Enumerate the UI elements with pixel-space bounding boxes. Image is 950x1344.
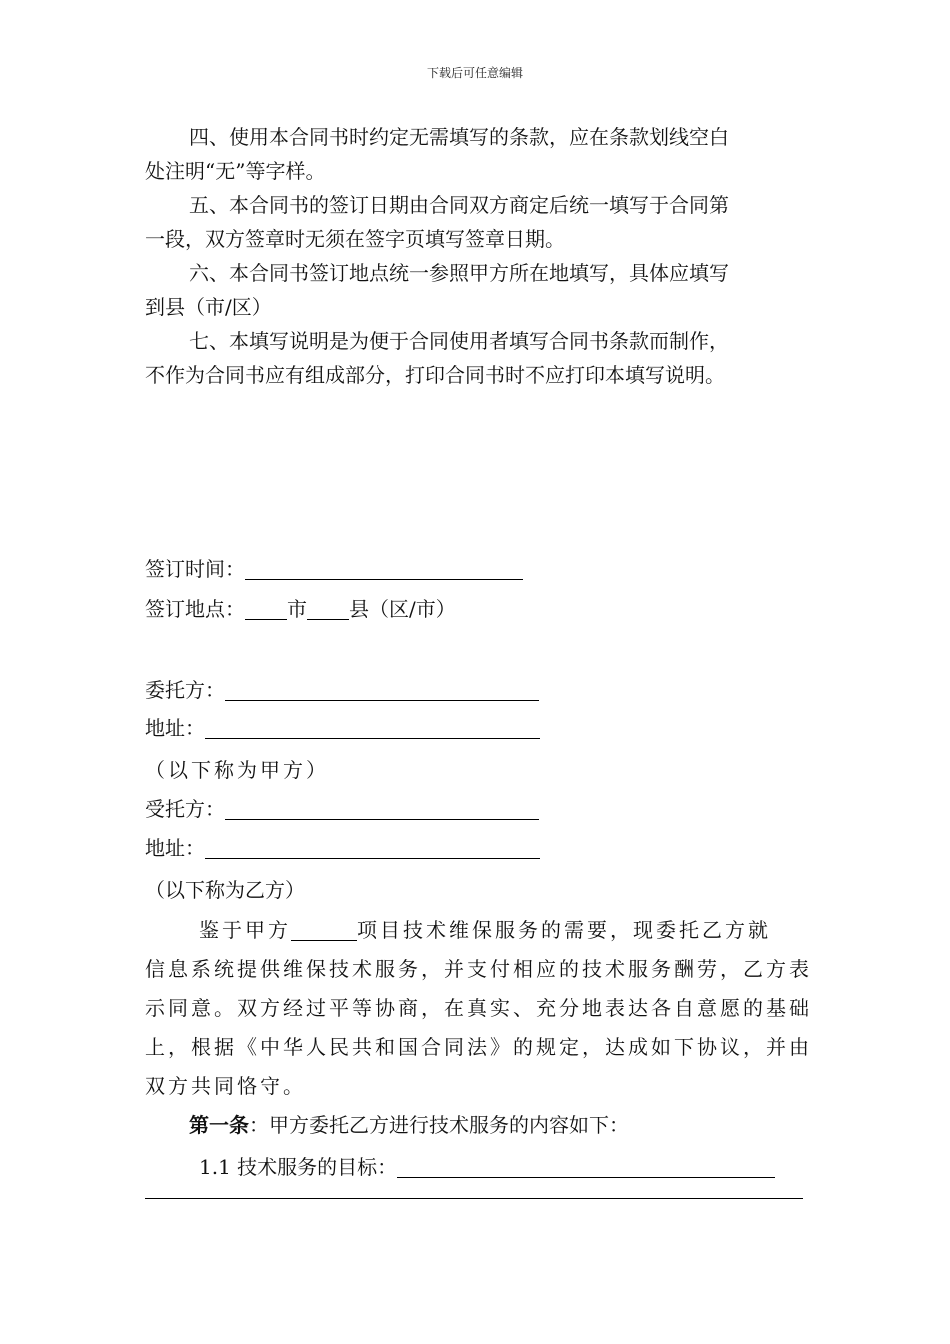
signing-county-field[interactable] [307, 599, 349, 620]
party-a-note: （以下称为甲方） [145, 758, 329, 782]
instruction-4-line-1: 四、使用本合同书时约定无需填写的条款，应在条款划线空白 [189, 125, 729, 149]
party-a-address-field[interactable] [205, 718, 540, 739]
instruction-6-line-2: 到县（市/区） [145, 295, 272, 319]
signing-time-field[interactable] [245, 559, 523, 580]
instruction-4-line-2: 处注明“无”等字样。 [145, 159, 326, 183]
party-a-row [145, 677, 539, 703]
preamble-line-5: 双方共同恪守。 [145, 1074, 306, 1098]
instruction-7-line-1: 七、本填写说明是为便于合同使用者填写合同书条款而制作， [189, 329, 729, 353]
signing-time-label: 签订时间： [145, 557, 245, 581]
article-1-title: 第一条 [189, 1113, 249, 1137]
instruction-5-line-2: 一段，双方签章时无须在签字页填写签章日期。 [145, 227, 565, 251]
signing-city-field[interactable] [245, 599, 287, 620]
instruction-5-line-1: 五、本合同书的签订日期由合同双方商定后统一填写于合同第 [189, 193, 729, 217]
signing-place-label: 签订地点： [145, 597, 245, 621]
party-b-address-field[interactable] [205, 838, 540, 859]
item-1-1-field[interactable] [397, 1157, 775, 1178]
party-b-field[interactable] [225, 799, 539, 820]
item-1-1-continuation-line[interactable] [145, 1198, 803, 1199]
instruction-6-line-1: 六、本合同书签订地点统一参照甲方所在地填写，具体应填写 [189, 261, 729, 285]
page-header: 下载后可任意编辑 [426, 66, 523, 80]
party-b-address-label: 地址： [145, 836, 205, 860]
item-1-1-row [199, 1154, 775, 1180]
signing-city-text: 市 [287, 597, 307, 621]
project-name-field[interactable] [291, 920, 357, 941]
party-a-address-label: 地址： [145, 716, 205, 740]
party-b-note: （以下称为乙方） [145, 878, 305, 902]
party-b-address-row [145, 835, 540, 861]
party-b-row [145, 796, 539, 822]
signing-place-row [145, 596, 456, 622]
preamble-line-1 [199, 917, 771, 943]
instruction-7-line-2: 不作为合同书应有组成部分，打印合同书时不应打印本填写说明。 [145, 363, 725, 387]
preamble-l1-b: 项目技术维保服务的需要，现委托乙方就 [357, 918, 771, 942]
preamble-line-4: 上，根据《中华人民共和国合同法》的规定，达成如下协议，并由 [145, 1035, 812, 1059]
party-a-label: 委托方： [145, 678, 225, 702]
preamble-l1-a: 鉴于甲方 [199, 918, 291, 942]
signing-county-text: 县（区/市） [349, 597, 456, 621]
party-a-field[interactable] [225, 680, 539, 701]
article-1-heading [189, 1112, 629, 1138]
party-b-label: 受托方： [145, 797, 225, 821]
preamble-line-2: 信息系统提供维保技术服务，并支付相应的技术服务酬劳，乙方表 [145, 957, 812, 981]
article-1-text: ：甲方委托乙方进行技术服务的内容如下： [249, 1113, 629, 1137]
item-1-1-label: 1.1 技术服务的目标： [199, 1155, 398, 1179]
signing-time-row [145, 556, 523, 582]
preamble-line-3: 示同意。双方经过平等协商，在真实、充分地表达各自意愿的基础 [145, 996, 812, 1020]
party-a-address-row [145, 715, 540, 741]
